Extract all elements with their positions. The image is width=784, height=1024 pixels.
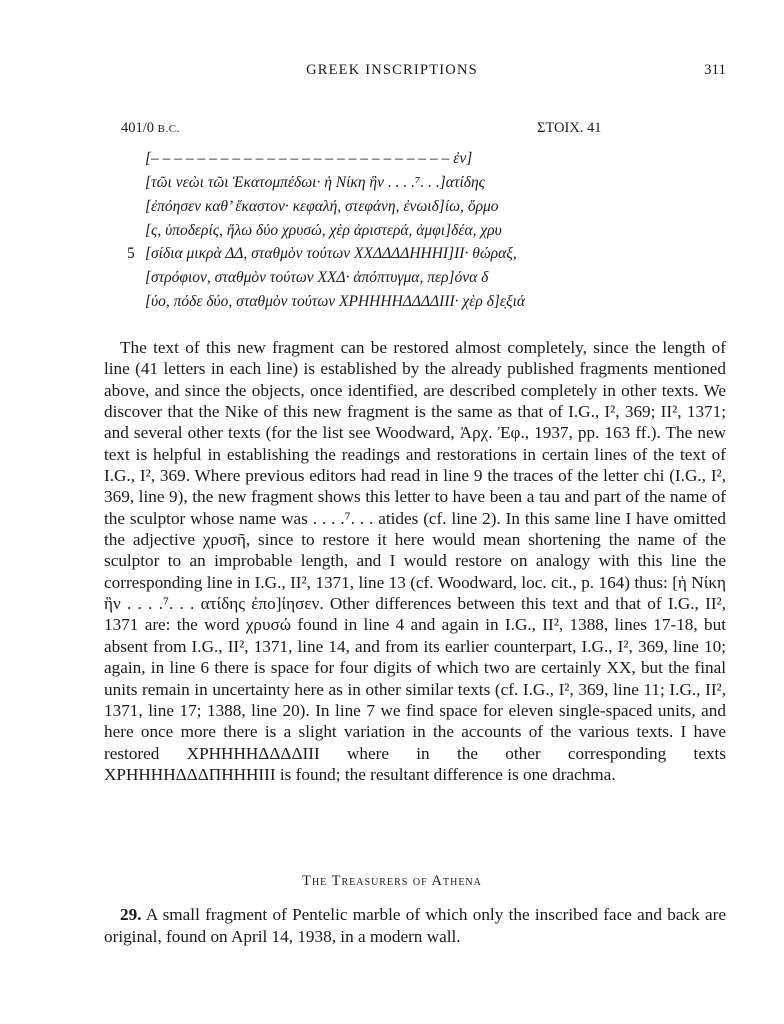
entry-number: 29. xyxy=(120,905,142,924)
inscription-line-6: [στρόφιον, σταθμὸν τούτων ΧΧΔ· ἀπόπτυγμα, περ]όνα δ xyxy=(145,269,489,286)
page-number: 311 xyxy=(704,62,726,78)
entry-text: A small fragment of Pentelic marble of which only the inscribed face and back are original, found on April 14, 1938, in a modern wall. xyxy=(104,905,726,946)
inscription-line-5: [σίδια μικρὰ ΔΔ, σταθμὸν τούτων ΧΧΔΔΔΔΗΗΗΙ]ΙΙ· θώραξ, xyxy=(145,245,517,262)
inscription-line-4: [ς, ὑποδερίς, ἥλω δύο χρυσώ, χὲρ ἀριστερά, ἀμφι]δέα, χρυ xyxy=(145,222,502,239)
commentary-paragraph xyxy=(104,337,726,785)
inscription-date xyxy=(121,120,180,137)
inscription-line-number: 5 xyxy=(127,245,135,262)
running-header: GREEK INSCRIPTIONS xyxy=(306,62,478,78)
stoichedon-label: ΣΤΟΙΧ. 41 xyxy=(537,120,602,136)
date-year: 401/0 xyxy=(121,120,155,136)
inscription-line-1: [– – – – – – – – – – – – – – – – – – – – – – – – – – ἐν] xyxy=(145,150,473,167)
inscription-line-3: [ἐπόησεν καθ’ ἕκαστον· κεφαλή, στεφάνη, ἐνωιδ]ίω, ὅρμο xyxy=(145,198,499,215)
section-heading: The Treasurers of Athena xyxy=(302,873,482,889)
inscription-line-7: [ύο, πόδε δύο, σταθμὸν τούτων ΧΡΗΗΗΗΔΔΔΔΙΙΙ· χὲρ δ]ε̣ξιά xyxy=(145,293,526,310)
commentary-text: The text of this new fragment can be restored almost completely, since the length of line (41 letters in each line) is established by the already published fragments mentioned above, and since the objects, once identified, are described completely in other texts. We discover that the Nike of this new fragment is the same as that of I.G., I², 369; II², 1371; and several other texts (for the list see Woodward, Ἀρχ. Ἐφ., 1937, pp. 163 ff.). The new text is helpful in establishing the readings and restorations in certain lines of the text of I.G., I², 369. Where previous editors had read in line 9 the traces of the letter chi (I.G., I², 369, line 9), the new fragment shows this letter to have been a tau and part of the name of the sculptor whose name was . . . .⁷. . . atides (cf. line 2). In this same line I have omitted the adjective χρυσῆ, since to restore it here would mean shortening the name of the sculptor to an improbable length, and I would restore on analogy with this line the corresponding line in I.G., II², 1371, line 13 (cf. Woodward, loc. cit., p. 164) thus: [ἡ Νίκη ἣν . . . .⁷. . . ατίδης ἐπο]ίησεν. Other differences between this text and that of I.G., II², 1371 are: the word χρυσώ found in line 4 and again in I.G., II², 1388, lines 17-18, but absent from I.G., II², 1371, line 14, and from its earlier counterpart, I.G., I², 369, line 10; again, in line 6 there is space for four digits of which two are certainly ΧΧ, but the final units remain in uncertainty here as in other similar texts (cf. I.G., I², 369, line 11; I.G., II², 1371, line 17; 1388, line 20). In line 7 we find space for eleven single-spaced units, and here once more there is a slight variation in the accounts of the various texts. I have restored ΧΡΗΗΗΗΔΔΔΔΙΙΙ where in the other corresponding texts ΧΡΗΗΗΗΔΔΔΠΗΗΗΙΙΙ is found; the resultant difference is one drachma. xyxy=(104,338,726,784)
inscription-line-2: [τῶι νεὼι τῶι Ἑκατομπέδωι· ἡ Νίκη ἣν . . . .⁷. . .]ατίδης xyxy=(145,174,485,191)
catalog-entry xyxy=(104,904,726,948)
date-era: B.C. xyxy=(157,123,180,135)
